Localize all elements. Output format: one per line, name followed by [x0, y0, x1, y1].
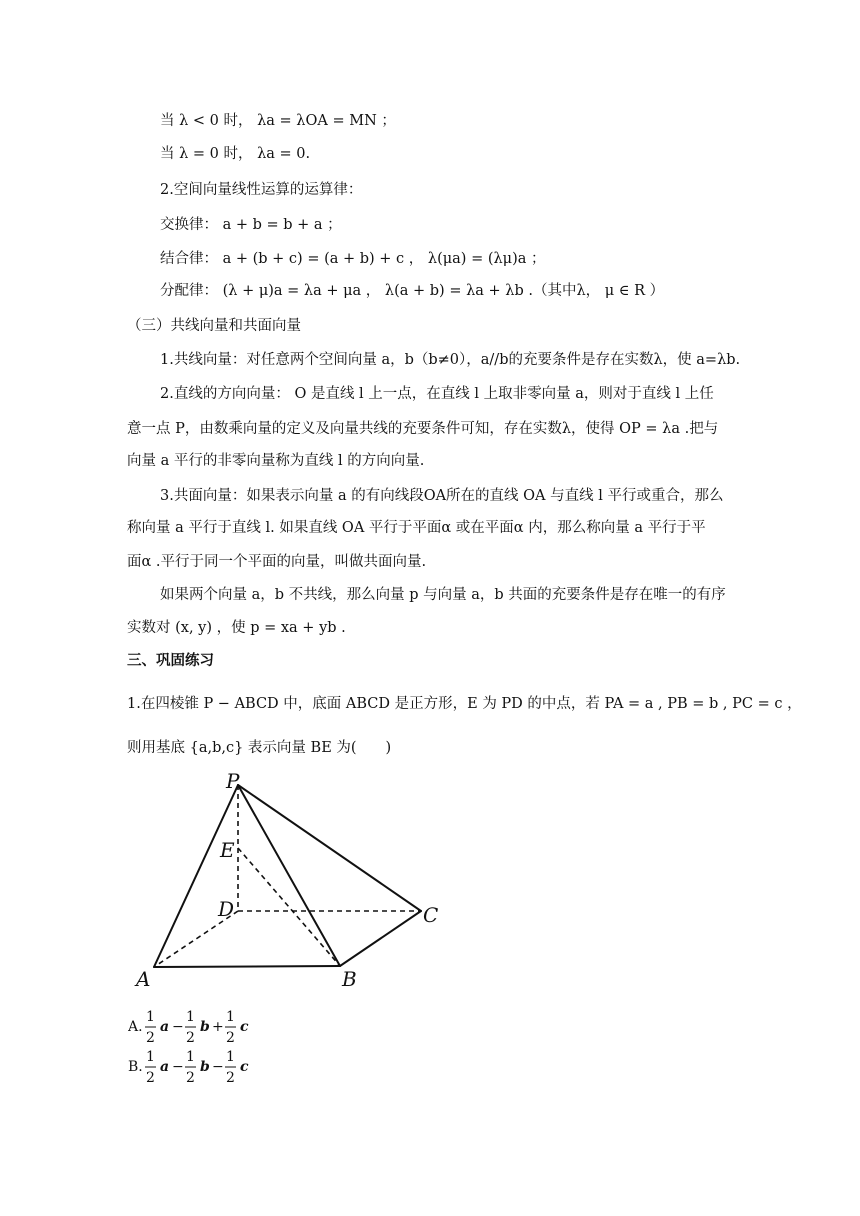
text-line-direction-2: 意一点 P，由数乘向量的定义及向量共线的充要条件可知，存在实数λ，使得 OP = λa .把与: [127, 421, 719, 437]
text-line-coplanar-1: 3.共面向量：如果表示向量 a 的有向线段OA所在的直线 OA 与直线 l 平行或重合，那么: [160, 488, 724, 504]
svg-text:a: a: [160, 1059, 170, 1075]
edge-AB: [154, 966, 340, 967]
option-b-den-2: 2: [186, 1070, 195, 1086]
vertex-label-D: D: [218, 897, 235, 921]
option-a-num-2: 1: [186, 1009, 195, 1025]
svg-text:c: c: [240, 1019, 249, 1035]
question-1-line-1: 1.在四棱锥 P − ABCD 中，底面 ABCD 是正方形，E 为 PD 的中点，若 PA = a , PB = b , PC = c ，: [127, 696, 802, 712]
vertex-label-C: C: [423, 903, 439, 927]
segment-BE: [238, 848, 340, 966]
text-line-6: 分配律： (λ + μ)a = λa + μa ， λ(a + b) = λa + λb .（其中λ， μ ∈ R ）: [160, 283, 665, 299]
text-line-coplanar-5: 实数对 (x, y) ，使 p = xa + yb .: [127, 620, 346, 636]
option-b-den-1: 2: [146, 1070, 155, 1086]
vertex-label-E: E: [220, 838, 235, 862]
svg-text:−: −: [172, 1059, 184, 1075]
answer-option-b[interactable]: [128, 1046, 278, 1088]
edge-PC: [238, 785, 421, 911]
svg-text:a: a: [160, 1019, 170, 1035]
edge-BC: [340, 911, 421, 966]
answer-option-a[interactable]: [128, 1006, 278, 1048]
section-heading-practice: 三、巩固练习: [127, 653, 214, 669]
section-heading-collinear: （三）共线向量和共面向量: [127, 318, 301, 334]
vertex-label-P: P: [226, 770, 240, 793]
option-b-letter: B.: [128, 1059, 143, 1075]
vertex-label-A: A: [136, 967, 151, 991]
option-b-num-1: 1: [146, 1049, 155, 1065]
edge-PA: [154, 785, 238, 967]
option-b-num-2: 1: [186, 1049, 195, 1065]
svg-text:−: −: [172, 1019, 184, 1035]
text-line-1: 当 λ < 0 时， λa = λOA = MN ；: [160, 113, 396, 129]
option-a-letter: A.: [128, 1019, 143, 1035]
question-1-line-2: 则用基底 {a,b,c} 表示向量 BE 为( ): [127, 740, 392, 756]
option-b-num-3: 1: [226, 1049, 235, 1065]
text-line-3: 2.空间向量线性运算的运算律：: [160, 182, 363, 198]
option-a-num-3: 1: [226, 1009, 235, 1025]
text-line-coplanar-2: 称向量 a 平行于直线 l. 如果直线 OA 平行于平面α 或在平面α 内，那么称向量 a 平行于平: [127, 520, 706, 536]
svg-text:b: b: [200, 1059, 210, 1075]
text-line-5: 结合律： a + (b + c) = (a + b) + c ， λ(μa) = (λμ)a ；: [160, 251, 546, 267]
svg-text:b: b: [200, 1019, 210, 1035]
pyramid-figure: [128, 770, 458, 1000]
text-line-collinear-def: 1.共线向量：对任意两个空间向量 a，b（b≠0），a//b的充要条件是存在实数λ，使 a=λb.: [160, 352, 741, 368]
text-line-coplanar-3: 面α .平行于同一个平面的向量，叫做共面向量.: [127, 554, 427, 570]
text-line-direction-1: 2.直线的方向向量： O 是直线 l 上一点，在直线 l 上取非零向量 a，则对于直线 l 上任: [160, 386, 714, 402]
svg-text:c: c: [240, 1059, 249, 1075]
text-line-direction-3: 向量 a 平行的非零向量称为直线 l 的方向向量.: [127, 453, 425, 469]
option-a-den-2: 2: [186, 1030, 195, 1046]
option-a-den-1: 2: [146, 1030, 155, 1046]
svg-text:+: +: [212, 1019, 224, 1035]
option-b-den-3: 2: [226, 1070, 235, 1086]
option-a-num-1: 1: [146, 1009, 155, 1025]
svg-text:−: −: [212, 1059, 224, 1075]
edge-PB: [238, 785, 340, 966]
text-line-2: 当 λ = 0 时， λa = 0.: [160, 146, 311, 162]
text-line-coplanar-4: 如果两个向量 a，b 不共线，那么向量 p 与向量 a，b 共面的充要条件是存在唯一的有序: [160, 587, 726, 603]
option-a-den-3: 2: [226, 1030, 235, 1046]
text-line-4: 交换律： a + b = b + a ；: [160, 217, 342, 233]
vertex-label-B: B: [342, 967, 357, 991]
